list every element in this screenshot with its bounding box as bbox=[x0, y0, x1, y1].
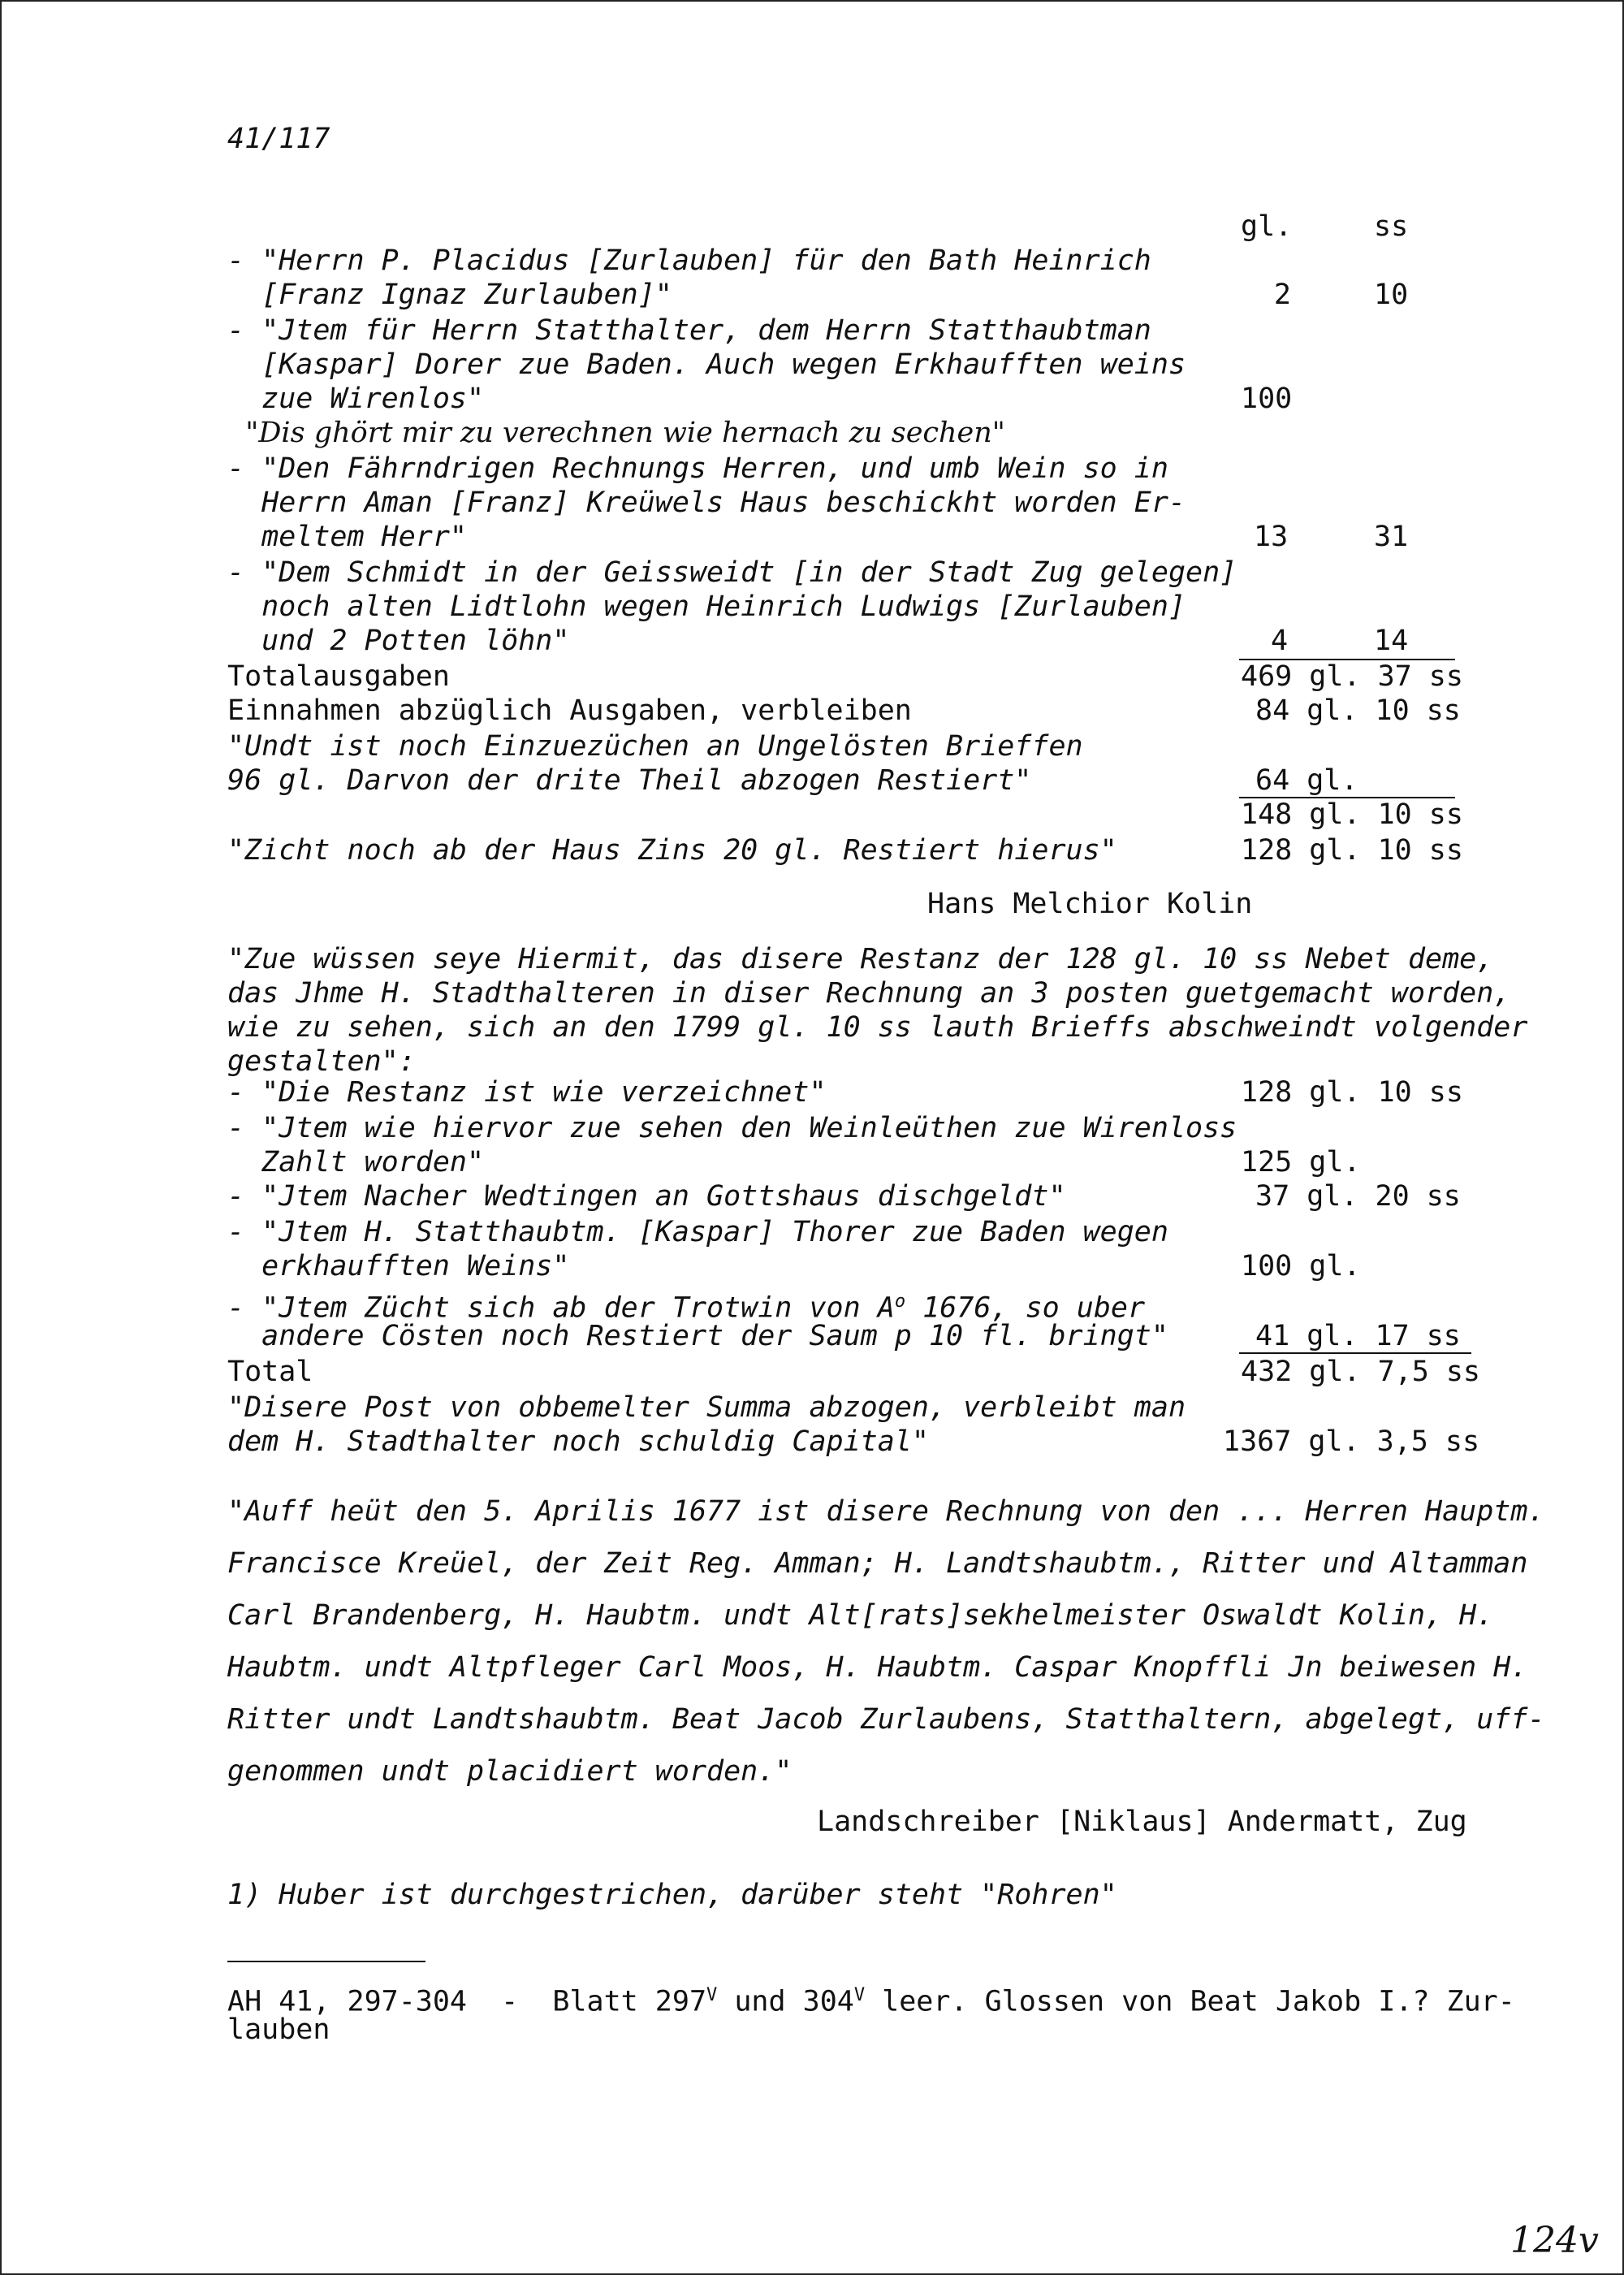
entry-line: noch alten Lidtlohn wegen Heinrich Ludwigs [Zurlauben] bbox=[227, 590, 1186, 623]
entry-line: - "Herrn P. Placidus [Zurlauben] für den Bath Heinrich bbox=[227, 244, 1151, 277]
superscript-v: V bbox=[853, 1985, 866, 2005]
page-reference: 41/117 bbox=[227, 123, 330, 155]
restanz-entry-line-end: 1676, so uber bbox=[905, 1291, 1146, 1325]
entry-gl: 2 bbox=[1273, 279, 1291, 311]
restanz-entry-line: andere Cösten noch Restiert der Saum p 10 fl. bringt" bbox=[227, 1320, 1168, 1352]
column-header-gl: gl. bbox=[1241, 210, 1293, 243]
zins-label: "Zicht noch ab der Haus Zins 20 gl. Restiert hierus" bbox=[227, 834, 1117, 867]
signature-andermatt: Landschreiber [Niklaus] Andermatt, Zug bbox=[817, 1806, 1467, 1838]
column-header-ss: ss bbox=[1374, 210, 1409, 243]
superscript-v: V bbox=[706, 1985, 718, 2005]
closing-line: Ritter undt Landtshaubtm. Beat Jacob Zurlaubens, Statthaltern, abgelegt, uff- bbox=[227, 1703, 1545, 1736]
disere-value: 1367 gl. 3,5 ss bbox=[1223, 1425, 1480, 1458]
noch-line: 96 gl. Darvon der drite Theil abzogen Restiert" bbox=[227, 764, 1032, 797]
restanz-entry-line: - "Jtem H. Statthaubtm. [Kaspar] Thorer zue Baden wegen bbox=[227, 1216, 1168, 1248]
subtotal-value: 148 gl. 10 ss bbox=[1241, 798, 1463, 831]
total-ausgaben-label: Totalausgaben bbox=[227, 660, 450, 693]
entry-line: und 2 Potten löhn" bbox=[227, 625, 570, 657]
footnote: 1) Huber ist durchgestrichen, darüber steht "Rohren" bbox=[227, 1879, 1117, 1911]
entry-ss: 10 bbox=[1374, 279, 1409, 311]
restanz-intro-line: das Jhme H. Stadthalteren in diser Rechnung an 3 posten guetgemacht worden, bbox=[227, 977, 1511, 1010]
entry-line: meltem Herr" bbox=[227, 521, 468, 553]
noch-value: 64 gl. bbox=[1255, 764, 1358, 797]
einnahmen-label: Einnahmen abzüglich Ausgaben, verbleiben bbox=[227, 694, 912, 727]
page-stamp: 124v bbox=[1510, 2220, 1599, 2261]
superscript-o: o bbox=[894, 1291, 906, 1312]
source-note bbox=[227, 1979, 1515, 2019]
einnahmen-value: 84 gl. 10 ss bbox=[1255, 694, 1461, 727]
restanz-entry-value: 41 gl. 17 ss bbox=[1255, 1320, 1461, 1352]
entry-gl: 100 bbox=[1241, 383, 1293, 415]
entry-gl: 4 bbox=[1271, 625, 1289, 657]
entry-line: - "Dem Schmidt in der Geissweidt [in der Stadt Zug gelegen] bbox=[227, 556, 1237, 589]
entry-line: [Kaspar] Dorer zue Baden. Auch wegen Erkhaufften weins bbox=[227, 348, 1186, 381]
entry-line: zue Wirenlos" bbox=[227, 383, 485, 415]
zins-value: 128 gl. 10 ss bbox=[1241, 834, 1463, 867]
source-note-line2: lauben bbox=[227, 2013, 330, 2046]
source-part: leer. Glossen von Beat Jakob I.? Zur- bbox=[865, 1985, 1515, 2018]
entry-gl: 13 bbox=[1254, 521, 1289, 553]
closing-line: "Auff heüt den 5. Aprilis 1677 ist disere Rechnung von den ... Herren Hauptm. bbox=[227, 1495, 1545, 1528]
sum-rule bbox=[1239, 1352, 1471, 1354]
closing-line: Carl Brandenberg, H. Haubtm. undt Alt[rats]sekhelmeister Oswaldt Kolin, H. bbox=[227, 1599, 1494, 1632]
entry-line: Herrn Aman [Franz] Kreüwels Haus beschickht worden Er- bbox=[227, 487, 1186, 519]
entry-line: - "Jtem für Herrn Statthalter, dem Herrn Statthaubtman bbox=[227, 314, 1151, 347]
restanz-entry-line-start: - "Jtem Zücht sich ab der Trotwin von A bbox=[227, 1291, 895, 1325]
restanz-entry-value: 128 gl. 10 ss bbox=[1241, 1076, 1463, 1109]
source-part: und 304 bbox=[717, 1985, 854, 2018]
restanz-entry-line: erkhaufften Weins" bbox=[227, 1250, 570, 1282]
restanz-entry-line: - "Jtem wie hiervor zue sehen den Weinleüthen zue Wirenloss bbox=[227, 1112, 1237, 1144]
restanz-entry-line: Zahlt worden" bbox=[227, 1146, 485, 1179]
entry-line: - "Den Fährndrigen Rechnungs Herren, und umb Wein so in bbox=[227, 452, 1168, 485]
handwritten-note: "Dis ghört mir zu verechnen wie hernach zu sechen" bbox=[227, 417, 1005, 449]
entry-ss: 31 bbox=[1374, 521, 1409, 553]
restanz-entry-value: 37 gl. 20 ss bbox=[1255, 1180, 1461, 1213]
closing-line: genommen undt placidiert worden." bbox=[227, 1755, 793, 1788]
footnote-rule bbox=[227, 1961, 425, 1962]
entry-ss: 14 bbox=[1374, 625, 1409, 657]
restanz-intro-line: "Zue wüssen seye Hiermit, das disere Restanz der 128 gl. 10 ss Nebet deme, bbox=[227, 943, 1494, 975]
restanz-entry-value: 125 gl. bbox=[1241, 1146, 1361, 1179]
entry-line: [Franz Ignaz Zurlauben]" bbox=[227, 279, 672, 311]
restanz-entry-line: - "Jtem Nacher Wedtingen an Gottshaus dischgeldt" bbox=[227, 1180, 1066, 1213]
source-part: AH 41, 297-304 - Blatt 297 bbox=[227, 1985, 707, 2018]
disere-line: dem H. Stadthalter noch schuldig Capital" bbox=[227, 1425, 929, 1458]
total-ausgaben-value: 469 gl. 37 ss bbox=[1241, 660, 1463, 693]
closing-line: Haubtm. undt Altpfleger Carl Moos, H. Haubtm. Caspar Knopffli Jn beiwesen H. bbox=[227, 1651, 1528, 1684]
total-value: 432 gl. 7,5 ss bbox=[1241, 1356, 1481, 1388]
closing-line: Francisce Kreüel, der Zeit Reg. Amman; H. Landtshaubtm., Ritter und Altamman bbox=[227, 1547, 1528, 1580]
restanz-intro-line: gestalten": bbox=[227, 1045, 416, 1078]
noch-line: "Undt ist noch Einzuezüchen an Ungelösten Brieffen bbox=[227, 730, 1083, 763]
restanz-entry-value: 100 gl. bbox=[1241, 1250, 1361, 1282]
disere-line: "Disere Post von obbemelter Summa abzogen, verbleibt man bbox=[227, 1391, 1186, 1424]
total-label: Total bbox=[227, 1356, 313, 1388]
restanz-entry-line: - "Die Restanz ist wie verzeichnet" bbox=[227, 1076, 827, 1109]
restanz-intro-line: wie zu sehen, sich an den 1799 gl. 10 ss lauth Brieffs abschweindt volgender bbox=[227, 1011, 1528, 1044]
signature-kolin: Hans Melchior Kolin bbox=[927, 888, 1253, 920]
